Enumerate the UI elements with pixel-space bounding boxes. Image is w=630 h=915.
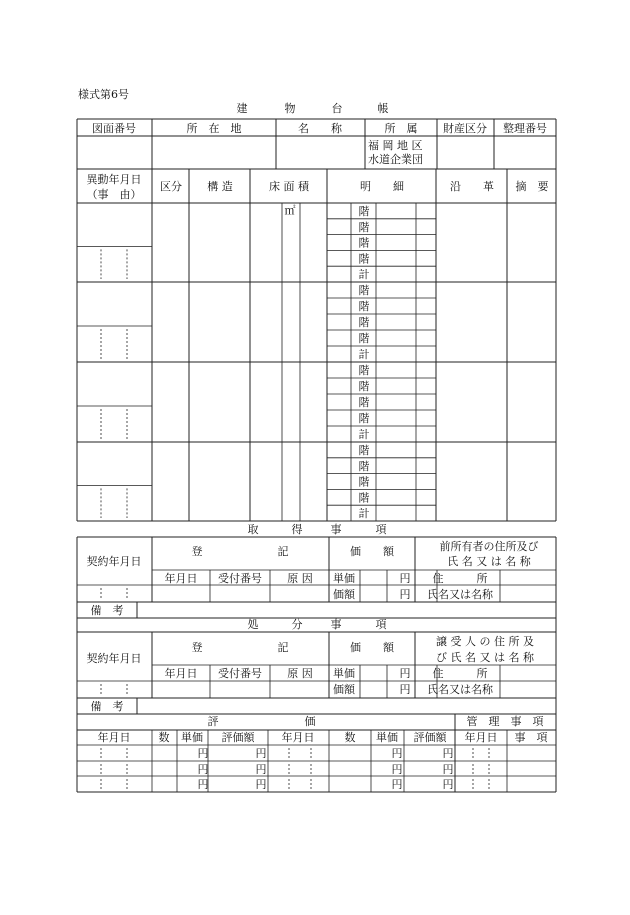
floor-label: 階 bbox=[358, 412, 370, 425]
disp-remarks: 備 考 bbox=[90, 700, 124, 713]
disposal-title-char: 事 bbox=[330, 618, 342, 631]
total-label: 計 bbox=[358, 268, 370, 282]
mgmt-date: 年月日 bbox=[464, 731, 498, 744]
disp-transferee: 譲 受 人 の 住 所 及 bbox=[436, 635, 534, 648]
yen-label: 円 bbox=[197, 763, 209, 776]
val-amount: 評価額 bbox=[221, 731, 255, 744]
acq-cause: 原 因 bbox=[287, 572, 313, 585]
acq-date: 年月日 bbox=[164, 572, 198, 585]
disp-address: 住 所 bbox=[432, 667, 488, 680]
col-structure: 構 造 bbox=[207, 180, 233, 193]
yen-label: 円 bbox=[255, 778, 267, 791]
disp-registration: 登 bbox=[191, 641, 203, 654]
area-unit-label: ㎡ bbox=[284, 204, 296, 217]
val-date: 年月日 bbox=[281, 731, 315, 744]
col-details: 明 細 bbox=[360, 180, 404, 193]
ledger-title-char: 物 bbox=[284, 102, 296, 115]
val-unit-price: 単価 bbox=[376, 731, 398, 744]
disp-transferee: び 氏 名 又 は 名 称 bbox=[436, 651, 534, 664]
acq-amount: 価額 bbox=[333, 588, 355, 601]
header-map-no: 図面番号 bbox=[92, 122, 136, 135]
total-label: 計 bbox=[358, 348, 370, 361]
affiliation-value: 福 岡 地 区 bbox=[368, 139, 423, 152]
col-summary: 摘 要 bbox=[515, 180, 549, 193]
yen-label: 円 bbox=[442, 747, 454, 760]
acq-unit-price: 単価 bbox=[333, 572, 355, 585]
header-property-class: 財産区分 bbox=[443, 122, 487, 135]
yen-label: 円 bbox=[255, 747, 267, 760]
acq-address: 住 所 bbox=[432, 572, 488, 585]
floor-label: 階 bbox=[358, 316, 370, 329]
valuation-title-char: 評 bbox=[207, 715, 219, 728]
mgmt-matter: 事 項 bbox=[514, 731, 548, 744]
acq-contract-date: 契約年月日 bbox=[86, 555, 142, 568]
disp-unit-price: 単価 bbox=[333, 667, 355, 680]
yen-label: 円 bbox=[442, 763, 454, 776]
total-label: 計 bbox=[358, 428, 370, 441]
floor-label: 階 bbox=[358, 475, 370, 489]
disp-date: 年月日 bbox=[164, 667, 198, 680]
floor-label: 階 bbox=[358, 236, 370, 250]
col-change-date: 異動年月日 bbox=[86, 173, 142, 186]
disp-amount: 価額 bbox=[333, 683, 355, 696]
yen-label: 円 bbox=[399, 572, 411, 585]
floor-label: 階 bbox=[358, 364, 370, 377]
col-reason: （事 由） bbox=[86, 188, 142, 201]
disposal-title-char: 分 bbox=[291, 618, 303, 631]
floor-label: 階 bbox=[358, 284, 370, 297]
acq-remarks: 備 考 bbox=[90, 604, 124, 617]
disp-receipt-no: 受付番号 bbox=[218, 667, 262, 680]
acq-registration: 記 bbox=[277, 545, 289, 558]
floor-label: 階 bbox=[358, 252, 370, 266]
ledger-title-char: 帳 bbox=[377, 102, 389, 115]
disp-cause: 原 因 bbox=[287, 667, 313, 680]
disposal-title-char: 項 bbox=[375, 618, 387, 631]
yen-label: 円 bbox=[391, 747, 403, 760]
yen-label: 円 bbox=[391, 763, 403, 776]
acq-receipt-no: 受付番号 bbox=[218, 572, 262, 585]
col-floor-area: 床 面 積 bbox=[269, 180, 309, 193]
yen-label: 円 bbox=[197, 778, 209, 791]
floor-label: 階 bbox=[358, 332, 370, 345]
acq-prev-owner: 前所有者の住所及び bbox=[439, 540, 539, 553]
form-number: 様式第6号 bbox=[78, 88, 129, 101]
disp-contract-date: 契約年月日 bbox=[86, 652, 142, 665]
yen-label: 円 bbox=[255, 763, 267, 776]
acq-price: 価 額 bbox=[350, 545, 394, 558]
header-location: 所 在 地 bbox=[186, 122, 242, 135]
disposal-title-char: 処 bbox=[247, 618, 259, 631]
affiliation-value: 水道企業団 bbox=[368, 153, 423, 166]
acquisition-title-char: 取 bbox=[247, 523, 259, 536]
val-count: 数 bbox=[158, 731, 170, 744]
floor-label: 階 bbox=[358, 444, 370, 457]
col-history: 沿 革 bbox=[450, 180, 494, 193]
acquisition-title-char: 得 bbox=[291, 523, 303, 536]
ledger-title-char: 台 bbox=[331, 102, 343, 115]
yen-label: 円 bbox=[399, 667, 411, 680]
acq-prev-owner: 氏 名 又 は 名 称 bbox=[447, 555, 531, 568]
val-unit-price: 単価 bbox=[181, 731, 203, 744]
yen-label: 円 bbox=[399, 683, 411, 696]
floor-label: 階 bbox=[358, 491, 370, 505]
header-serial-no: 整理番号 bbox=[503, 122, 547, 135]
disp-name-label: 氏名又は名称 bbox=[427, 683, 493, 696]
floor-label: 階 bbox=[358, 220, 370, 234]
total-label: 計 bbox=[358, 507, 370, 521]
valuation-title-char: 価 bbox=[304, 715, 316, 728]
floor-label: 階 bbox=[358, 380, 370, 393]
acq-registration: 登 bbox=[191, 545, 203, 558]
disp-registration: 記 bbox=[277, 641, 289, 654]
header-affiliation: 所 属 bbox=[384, 122, 418, 135]
management-title: 管 理 事 項 bbox=[466, 715, 544, 728]
floor-label: 階 bbox=[358, 205, 370, 218]
yen-label: 円 bbox=[197, 747, 209, 760]
ledger-title-char: 建 bbox=[236, 102, 248, 115]
floor-label: 階 bbox=[358, 459, 370, 473]
val-amount: 評価額 bbox=[413, 731, 447, 744]
val-date: 年月日 bbox=[97, 731, 131, 744]
floor-label: 階 bbox=[358, 300, 370, 313]
yen-label: 円 bbox=[442, 778, 454, 791]
acquisition-title-char: 事 bbox=[330, 523, 342, 536]
yen-label: 円 bbox=[391, 778, 403, 791]
disp-price: 価 額 bbox=[350, 641, 394, 654]
floor-label: 階 bbox=[358, 396, 370, 409]
yen-label: 円 bbox=[399, 588, 411, 601]
val-count: 数 bbox=[344, 731, 356, 744]
header-name: 名 称 bbox=[298, 122, 342, 135]
acq-name-label: 氏名又は名称 bbox=[427, 588, 493, 601]
col-category: 区分 bbox=[160, 180, 182, 193]
acquisition-title-char: 項 bbox=[375, 523, 387, 536]
